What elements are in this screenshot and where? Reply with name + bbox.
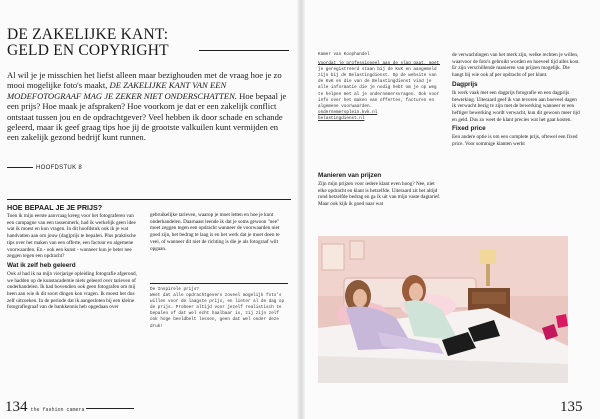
subheading-fixed-price: Fixed price [452,125,486,133]
body-paragraph: de verwachtingen van het merk zijn, welke rechten je willen, waarvoor de foto's gebruikt worden en hoeveel tijd alles kost. Er zijn verschillende manieren van prijzen mogelijk. Die hangt bij wie ook af per opdracht of per klant. [452,52,580,79]
intro-emphasis: DE ZAKELIJKE KANT VAN EEN MODEFOTOGRAAF MAG JE ZEKER NIET ONDERSCHATTEN. [7,80,237,101]
magazine-name: the fashion camera [30,407,85,413]
folio-right [560,398,583,416]
body-paragraph: gebruikelijke tarieven, waarop je moet letten en hoe je kunt onderhandelen. Daarnaast leende ik dat je soms gewoon "nee" moet zeggen tegen een opdracht wanneer de voorwaarden niet goed zijn, het bedrag te laag is en het werk dat je moet doen te veel, of wanneer dit niet de richting is die je als fotograaf wilt opgaan. [150,212,280,252]
page-number-right: 135 [560,399,583,415]
right-column-2 [452,52,580,150]
tip-box-title: De Inspirele prijs? [150,287,199,292]
folio-left [5,398,85,416]
intro-paragraph [7,70,290,143]
left-column-2 [150,212,288,254]
subheading-day-rate: Dagprijs [452,80,478,88]
title-line-1: DE ZAKELIJKE KANT: [7,26,169,43]
body-paragraph: Ook al had ik na mijn vierjarige opleiding fotografie afgerond, we hadden op de kunstacademie niets geleerd over tarieven of onderhandelen. Ik had bovendien ook geen fotografen om mij heen aan wie ik dit soort dingen kon vragen. Ik moest het dus zelf uitzoeken. In de periode dat ik aangesloten bij een kleine fotografiegraaf van de bankkennis heb opgedaan over [7,270,137,311]
page-title [7,27,187,59]
chapter-label [7,165,82,171]
body-paragraph: Een andere optie is om een complete prijs, oftewel een fixed price. Voor sommige klanten werkt [452,134,578,148]
body-paragraph: Toen ik mijn eerste aanvraag kreeg voor het fotograferen van een campagne van een tassenmerk, had ik werkelijk geen idee wat ik moest en kon vragen. In dit hoofdstuk ook ik je wat handvatten aan om jouw (dag)prijs te bepalen. Plus praktische tips over het maken van een offerte, een factuur en algemene voorwaarden. En - ook een kunst - wanneer kun je beter nee zeggen tegen een opdracht? [7,213,136,260]
chapter-text: HOOFDSTUK 8 [36,165,82,171]
kvk-info-box [318,52,443,122]
right-column-1 [318,170,443,210]
kvk-link-ondernemersplein[interactable]: ondernemersplein.kvk.nl [318,109,378,115]
kvk-link-belastingdienst[interactable]: belastingdienst.nl [318,115,365,121]
body-paragraph: Zijn mijn prijzen voor iedere klant even hoog? Nee, niet elke opdracht en klant is hetzelfde. Uiteraard zit het altijd rond hetzelfde bedrag en ga ik uit van mijn vaste dagtarief. Maar ook kijk ik goed naar wat [318,181,441,208]
section-rule-left [7,199,291,200]
tip-box [150,287,288,330]
page-gutter [297,0,305,419]
folio-rule [86,408,134,409]
kvk-title: Kamer van Koophandel [318,52,370,57]
title-line-2: GELD EN COPYRIGHT [7,42,169,59]
tip-box-rule [150,283,288,284]
page-number-left: 134 [5,399,28,415]
intro-text-2: Hoe bepaal je een prijs? Hoe maak je afspraken? Hoe voorkom je dat er een zakelijk conflict ontstaat tussen jou en de opdrachtgever? Veel hebben ik door schade en schande geleerd, maar ik geef graag tips hoe jij de grootste valkuilen kunt vermijden en een zakelijk gezond bedrijf kunt runnen. [7,90,287,143]
subheading-learned: Wat ik zelf heb geleerd [7,261,76,269]
tip-box-text: Weet dat alle opdrachtgevers zoveel mogelijk foto's willen voor de laagste prijs, en lieter al de dag op de prijs. Probeer altijd voor jezelf realistisch te bepalen of dat wel echt haalbaar is, zij zijn zelf ook hoge beeldbelt lessen, geen dat wel onder deze druk! [150,293,285,329]
section-heading-price: HOE BEPAAL JE JE PRIJS? [7,203,103,212]
left-column-1 [7,202,142,313]
chapter-dash [7,167,33,168]
subheading-price-methods: Manieren van prijzen [318,172,382,179]
fashion-photo [318,236,568,383]
kvk-text: Voordat je professioneel aan de slag gaat, moet je geregistreerd staan bij de KvK en aangemeld zijn bij de Belastingdienst. Op de website van de KvK en die van de Belastingdienst vind je alle informatie die je nodig hebt om je op weg te helpen met al je ondernemersvragen. Ook voor info over het maken van offertes, facturen en algemene voorwaarden. [318,61,440,109]
intro-text-1: Al wil je je misschien het liefst alleen maar bezighouden met de vraag hoe je zo mooi mogelijke foto's maakt, [7,70,282,91]
body-paragraph: Ik werk vaak met een dagprijs fotografie en een dagprijs bewerking. Uiteraard geef ik van tevoren aan hoeveel dagen ik verwacht bezig te zijn met de bewerking wanneer er een heftiger bewerking wordt verwacht, kun dit gewoon meer tijd en geld. Dus zo weet de klant precies wat het gaat kosten. [452,89,580,123]
title-rule [199,50,289,51]
